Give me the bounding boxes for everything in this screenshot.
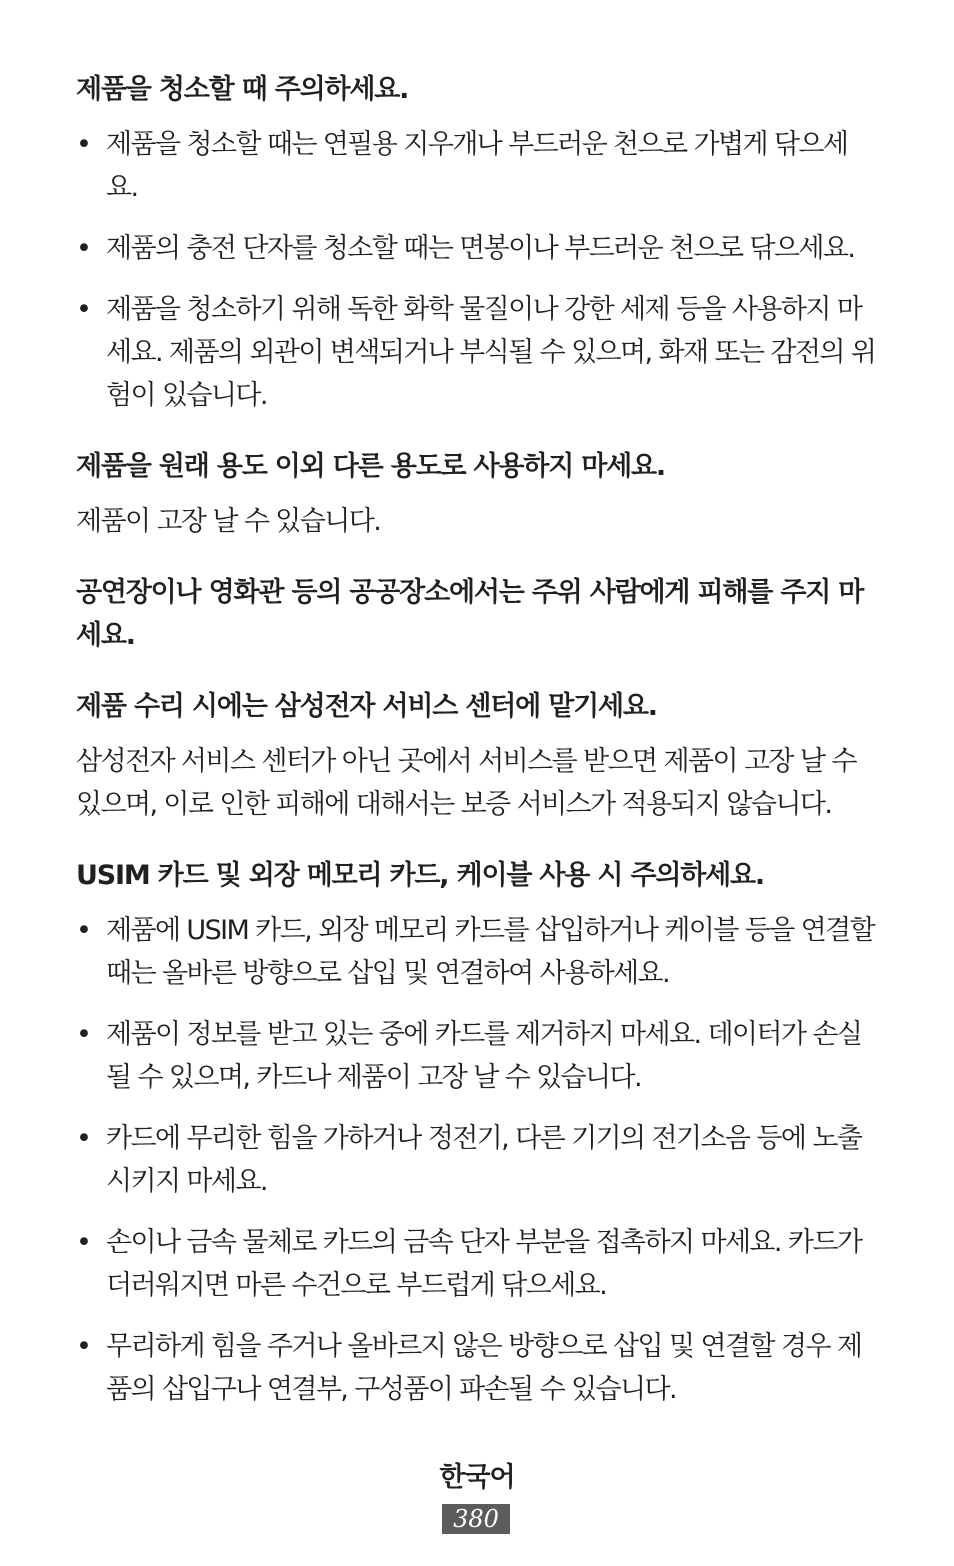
list-item (76, 1013, 876, 1099)
list-item-text: 제품의 충전 단자를 청소할 때는 면봉이나 부드러운 천으로 닦으세요. (106, 233, 855, 264)
section-repair (76, 685, 876, 826)
section-heading: 제품을 원래 용도 이외 다른 용도로 사용하지 마세요. (76, 451, 665, 482)
section-heading: 제품을 청소할 때 주의하세요. (76, 74, 409, 105)
list-item-text: 손이나 금속 물체로 카드의 금속 단자 부분을 접촉하지 마세요. 카드가 더러워지면 마른 수건으로 부드럽게 닦으세요. (106, 1227, 862, 1301)
section-intended-use (76, 445, 876, 543)
footer-language: 한국어 (439, 1462, 515, 1493)
bullet-list (76, 909, 876, 1411)
bullet-icon: • (76, 915, 91, 946)
bullet-icon: • (76, 1019, 91, 1050)
section-paragraph: 삼성전자 서비스 센터가 아닌 곳에서 서비스를 받으면 제품이 고장 날 수 있으며, 이로 인한 피해에 대해서는 보증 서비스가 적용되지 않습니다. (76, 746, 856, 820)
section-heading: 제품 수리 시에는 삼성전자 서비스 센터에 맡기세요. (76, 691, 657, 722)
bullet-icon: • (76, 129, 91, 160)
list-item (76, 123, 876, 209)
bullet-icon: • (76, 1331, 91, 1362)
section-paragraph: 제품이 고장 날 수 있습니다. (76, 506, 381, 537)
bullet-icon: • (76, 1227, 91, 1258)
list-item (76, 227, 876, 270)
list-item-text: 제품이 정보를 받고 있는 중에 카드를 제거하지 마세요. 데이터가 손실될 수 있으며, 카드나 제품이 고장 날 수 있습니다. (106, 1019, 862, 1093)
manual-page (76, 62, 876, 1411)
page-number: 380 (442, 1504, 510, 1534)
bullet-icon: • (76, 294, 91, 325)
list-item (76, 288, 876, 417)
list-item (76, 1325, 876, 1411)
section-heading: USIM 카드 및 외장 메모리 카드, 케이블 사용 시 주의하세요. (76, 860, 764, 891)
list-item-text: 제품에 USIM 카드, 외장 메모리 카드를 삽입하거나 케이블 등을 연결할 때는 올바른 방향으로 삽입 및 연결하여 사용하세요. (106, 915, 875, 989)
list-item (76, 1221, 876, 1307)
list-item-text: 제품을 청소하기 위해 독한 화학 물질이나 강한 세제 등을 사용하지 마세요. 제품의 외관이 변색되거나 부식될 수 있으며, 화재 또는 감전의 위험이 있습니다. (106, 294, 876, 411)
section-cards-cables (76, 854, 876, 1411)
section-cleaning (76, 68, 876, 417)
list-item-text: 카드에 무리한 힘을 가하거나 정전기, 다른 기기의 전기소음 등에 노출시키지 마세요. (106, 1123, 862, 1197)
list-item (76, 1117, 876, 1203)
bullet-icon: • (76, 1123, 91, 1154)
section-heading: 공연장이나 영화관 등의 공공장소에서는 주위 사람에게 피해를 주지 마세요. (76, 577, 864, 651)
list-item (76, 909, 876, 995)
list-item-text: 제품을 청소할 때는 연필용 지우개나 부드러운 천으로 가볍게 닦으세요. (106, 129, 848, 203)
bullet-list (76, 123, 876, 417)
list-item-text: 무리하게 힘을 주거나 올바르지 않은 방향으로 삽입 및 연결할 경우 제품의 삽입구나 연결부, 구성품이 파손될 수 있습니다. (106, 1331, 862, 1405)
section-public-places (76, 571, 876, 657)
bullet-icon: • (76, 233, 91, 264)
